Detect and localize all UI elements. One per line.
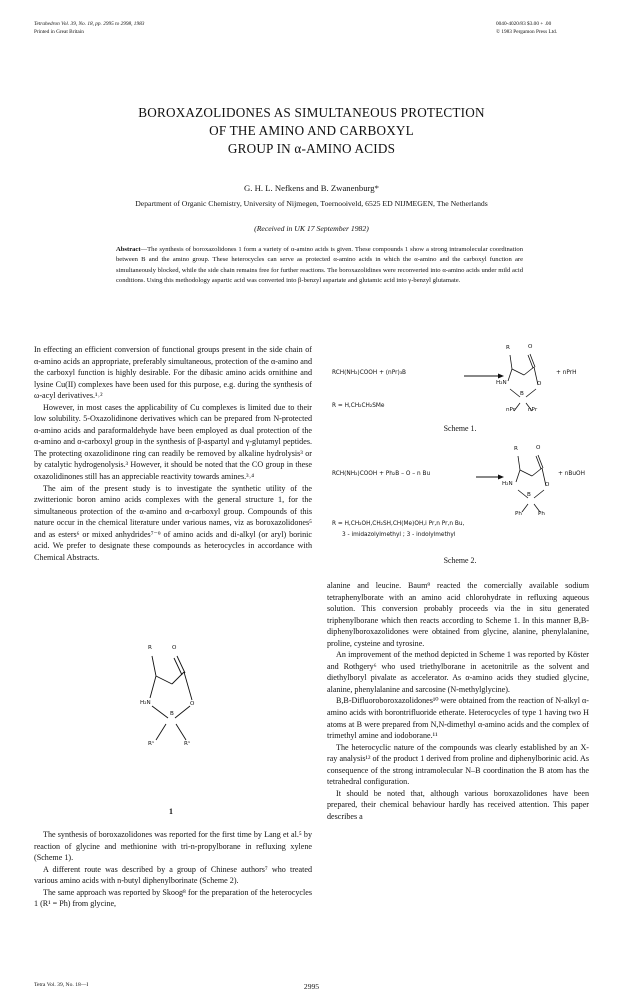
right-column: [327, 580, 589, 822]
paragraph: The aim of the present study is to investigate the synthetic utility of the zwitterionic boron amino acids complexes with the general structure 1, for the simultaneous protection of the α-amino and α-carboxyl group. Compounds of this nature occur in the chemical literature under various names, viz as boroxazolidones⁵ and as esters⁶ or mixed anhydrides⁷⁻⁹ of amino acids and di-alkyl (or aryl) borinic acid. We prefer to designate these compounds as heterocycles in accordance with Chemical Abstracts.: [34, 483, 312, 562]
left-column-top: [34, 344, 312, 563]
journal-line: Tetrahedron Vol. 39, No. 18, pp. 2995 to 2998, 1983: [34, 21, 145, 27]
atom-label: nPr: [506, 407, 516, 413]
abstract: [116, 245, 523, 286]
atom-label: R¹: [148, 741, 155, 747]
r-definition: 3 - imidazolylmethyl ; 3 - indolylmethyl: [342, 532, 456, 538]
atom-label: O: [172, 645, 177, 651]
atom-label: Ph: [515, 511, 522, 517]
title-line-3: GROUP IN α-AMINO ACIDS: [227, 141, 396, 156]
scheme-reactants: RCH(NH₂)COOH + (nPr)₃B: [332, 370, 407, 376]
price-code: 0040-4020/83 $3.00 + .00: [496, 21, 552, 27]
footer-issue: Tetra Vol. 39, No. 18—I: [34, 982, 89, 988]
scheme-reactants: RCH(NH₂)COOH + Ph₂B – O – n Bu: [332, 471, 431, 477]
paragraph: alanine and leucine. Baum⁹ reacted the comercially available sodium tetraphenylborate with an amino acid chlorohydrate in refluxing aqueous solution. This conversion probably proceeds via the in situ generated triphenylborane which then reacts according to Scheme 1. In this manner B,B-diphenylboroxazolidones were obtained from glycine, alanine, phenylalanine, proline, cysteine and tyrosine.: [327, 581, 589, 648]
atom-label: H₂N: [502, 481, 513, 487]
atom-label: O: [536, 445, 541, 451]
scheme-byproduct: + nBuOH: [558, 471, 585, 477]
boroxazolidone-ring: [504, 446, 584, 520]
abstract-label: Abstract: [116, 246, 141, 253]
atom-label: H₂N: [496, 380, 507, 386]
paragraph: The heterocyclic nature of the compounds was clearly established by an X-ray analysis¹² of the product 1 derived from proline and diphenylborinic acid. As consequence of the strong intramolecular N–B coordination the B atom has the tetrahedral configuration.: [327, 742, 589, 787]
paper-title: [0, 104, 623, 158]
copyright-line: © 1983 Pergamon Press Ltd.: [496, 29, 558, 35]
copyright-block: [496, 20, 557, 36]
paragraph: The same approach was reported by Skoog⁸ for the preparation of the heterocycles 1 (R¹ = Ph) from glycine,: [34, 887, 312, 909]
paragraph: An improvement of the method depicted in Scheme 1 was reported by Köster and Rothgery⁶ who used triethylborane in acetonitrile as the solvent and diethylboryl pivalate as accelerator. As α-amino acids they studied glycine, alanine, phenylalanine and sarcosine (N-methylglycine).: [327, 650, 589, 694]
boroxazolidone-ring: [500, 345, 580, 415]
abstract-text: —The synthesis of boroxazolidones 1 form a variety of α-amino acids is given. These compounds 1 show a strong intramolecular coordination between B and the amino group. These heterocycles can serve as protected α-amino acids in which the α-amino and the carboxyl function are simultaneously blocked, while the side chain remains free for further reactions. The boroxazolidines were reconverted into α-amino acids under mild acid conditions. Using this methodology aspartic acid was converted into β-benzyl aspartate and glutamic acid into γ-benzyl glutamate.: [116, 246, 523, 284]
atom-label: O: [528, 344, 533, 350]
atom-label: B: [527, 492, 531, 498]
r-definition: R = H,CH₂OH,CH₂SH,CH(Me)OH,i Pr,n Pr,n Bu,: [332, 521, 465, 527]
printed-line: Printed in Great Britain: [34, 29, 84, 35]
reaction-arrow: [464, 372, 504, 380]
r-definition: R = H,CH₂CH₂SMe: [332, 403, 385, 409]
atom-label: R¹: [184, 741, 191, 747]
scheme-byproduct: + nPrH: [556, 370, 577, 376]
atom-label: O: [545, 482, 550, 488]
page-number: 2995: [303, 982, 320, 991]
atom-label: H₂N: [140, 700, 151, 706]
affiliation: Department of Organic Chemistry, University of Nijmegen, Toernooiveld, 6525 ED NIJMEGEN, The Netherlands: [135, 199, 488, 208]
received-date: (Received in UK 17 September 1982): [254, 224, 369, 233]
structure-1-drawing: [120, 640, 240, 770]
paragraph: It should be noted that, although various boroxazolidones have been prepared, their chemical behaviour hardly has received attention. This paper describes a: [327, 788, 589, 821]
atom-label: B: [170, 711, 174, 717]
atom-label: O: [190, 701, 195, 707]
paragraph: A different route was described by a group of Chinese authors⁷ who treated various amino acids with n-butyl diphenylborinate (Scheme 2).: [34, 864, 312, 886]
title-line-1: BOROXAZOLIDONES AS SIMULTANEOUS PROTECTION: [138, 105, 485, 120]
scheme-caption: Scheme 2.: [443, 556, 477, 565]
atom-label: R: [514, 446, 518, 452]
authors: G. H. L. Nefkens and B. Zwanenburg*: [244, 183, 379, 193]
scheme-caption: Scheme 1.: [443, 424, 477, 433]
paragraph: In effecting an efficient conversion of functional groups present in the side chain of α-amino acids an appropriate, preferably simultaneous, protection of the α-amino and the carboxyl function is highly desirable. For the dibasic amino acids ornithine and lysine Cu(II) complexes have been used for this purpose, e.g. during the synthesis of ω-acyl derivatives.¹˒²: [34, 345, 312, 401]
paragraph: B,B-Difluoroboroxazolidones¹⁰ were obtained from the reaction of N-alkyl α-amino acids with borontrifluoride etherate. Heterocycles of type 1 having two H atoms at B were prepared from N,N-dimethyl α-amino acids and the complex of trimethyl amine and iodoborane.¹¹: [327, 696, 589, 741]
atom-label: R: [506, 345, 510, 351]
atom-label: nPr: [528, 407, 538, 413]
left-column-bottom: [34, 829, 312, 910]
paragraph: The synthesis of boroxazolidones was reported for the first time by Lang et al.⁵ by reaction of glycine and methionine with tri-n-propylborane in refluxing xylene (Scheme 1).: [34, 830, 312, 863]
paragraph: However, in most cases the applicability of Cu complexes is limited due to their low solubility. 5-Oxazolidinone derivatives which can be prepared from N-protected α-amino acids and paraformaldehyde have been employed as dual protection of the α-amino and α-carboxyl group in the synthesis of β-aspartyl and γ-glutamyl peptides. The protecting oxazolidinone ring can readily be removed by alkaline hydrolysis³ or by catalytic hydrogenolysis.³ However, it should be noted that the CO group in these oxazolidinones still has an appreciable reactivity towards amines.³˒⁴: [34, 402, 312, 482]
atom-label: B: [520, 391, 524, 397]
reaction-arrow: [476, 473, 504, 481]
atom-label: R: [148, 645, 152, 651]
compound-label: 1: [169, 807, 173, 816]
atom-label: Ph: [538, 511, 545, 517]
title-line-2: OF THE AMINO AND CARBOXYL: [209, 123, 414, 138]
atom-label: O: [537, 381, 542, 387]
journal-citation: [34, 20, 144, 36]
